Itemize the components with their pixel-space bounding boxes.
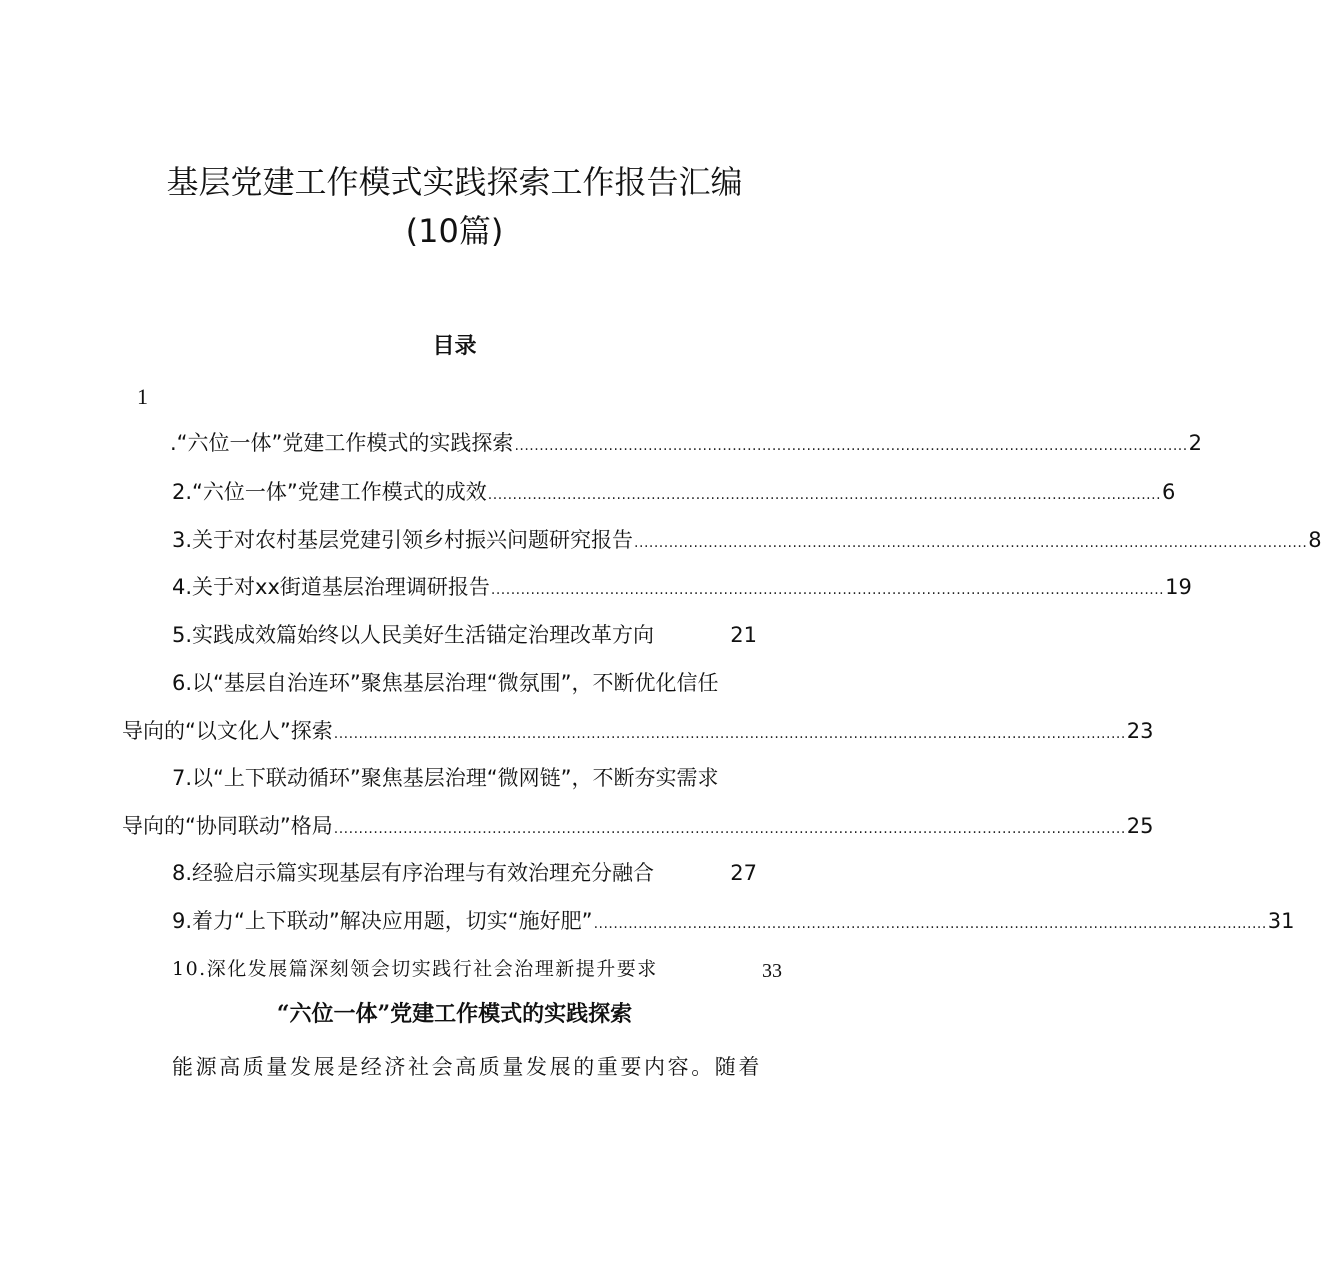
- toc-entry-text: 导向的“协同联动”格局: [122, 814, 333, 838]
- toc-entry-5[interactable]: [172, 625, 757, 646]
- toc-entry-text: 10.深化发展篇深刻领会切实践行社会治理新提升要求: [172, 958, 658, 980]
- toc-entry-page: 8: [1308, 528, 1322, 552]
- toc-entry-text: 8.经验启示篇实现基层有序治理与有效治理充分融合: [172, 861, 655, 885]
- body-paragraph: 能源高质量发展是经济社会高质量发展的重要内容。随着: [172, 1055, 762, 1079]
- section-heading: “六位一体”党建工作模式的实践探索: [276, 1001, 633, 1027]
- toc-entry-page: 31: [1267, 909, 1295, 933]
- toc-entry-text: 9.着力“上下联动”解决应用题，切实“施好肥”: [172, 909, 593, 933]
- toc-entry-7-line2[interactable]: [122, 814, 1154, 838]
- toc-entry-6-line2[interactable]: [122, 719, 1154, 743]
- toc-entry-text: 6.以“基层自治连环”聚焦基层治理“微氛围”，不断优化信任: [172, 671, 719, 695]
- toc-heading: 目录: [432, 333, 477, 359]
- toc-entry-text: 4.关于对xx街道基层治理调研报告: [172, 575, 490, 599]
- toc-number-one: 1: [137, 384, 148, 409]
- toc-entry-4[interactable]: [172, 575, 1192, 599]
- document-title-line1: 基层党建工作模式实践探索工作报告汇编: [166, 163, 743, 201]
- toc-entry-1[interactable]: [170, 431, 1203, 455]
- toc-entry-page: 19: [1165, 575, 1192, 599]
- toc-entry-7-line1[interactable]: [172, 768, 797, 789]
- toc-entry-text: 导向的“以文化人”探索: [122, 719, 333, 743]
- toc-entry-3[interactable]: [172, 528, 1322, 552]
- toc-entry-10[interactable]: [172, 958, 792, 982]
- toc-leader-dots: ................................................................................................................................................................: [333, 726, 1126, 742]
- toc-entry-text: 2.“六位一体”党建工作模式的成效: [172, 480, 487, 504]
- toc-entry-8[interactable]: [172, 863, 757, 884]
- toc-leader-dots: ........................................................................................................................................: [634, 535, 1308, 551]
- toc-entry-text: 5.实践成效篇始终以人民美好生活锚定治理改革方向: [172, 623, 655, 647]
- toc-entry-page: 25: [1126, 814, 1154, 838]
- toc-leader-dots: ........................................................................................................................................: [490, 582, 1165, 598]
- toc-leader-dots: ........................................................................................................................................: [487, 487, 1162, 503]
- toc-entry-page: 21: [730, 623, 757, 647]
- toc-entry-2[interactable]: [172, 480, 1176, 504]
- toc-leader-dots: ........................................................................................................................................: [593, 916, 1267, 932]
- toc-entry-text: .“六位一体”党建工作模式的实践探索: [170, 431, 514, 455]
- toc-entry-text: 3.关于对农村基层党建引领乡村振兴问题研究报告: [172, 528, 634, 552]
- toc-entry-page: 23: [1126, 719, 1154, 743]
- document-title-line2: (10篇): [405, 212, 504, 250]
- toc-leader-dots: ........................................................................................................................................: [514, 438, 1188, 454]
- toc-entry-page: 33: [762, 960, 782, 982]
- toc-entry-page: 6: [1162, 480, 1176, 504]
- toc-entry-6-line1[interactable]: [172, 673, 797, 694]
- toc-entry-9[interactable]: [172, 909, 1295, 933]
- toc-entry-page: 2: [1188, 431, 1203, 455]
- toc-leader-dots: ................................................................................................................................................................: [333, 821, 1126, 837]
- toc-entry-page: 27: [730, 861, 757, 885]
- toc-entry-text: 7.以“上下联动循环”聚焦基层治理“微网链”，不断夯实需求: [172, 766, 719, 790]
